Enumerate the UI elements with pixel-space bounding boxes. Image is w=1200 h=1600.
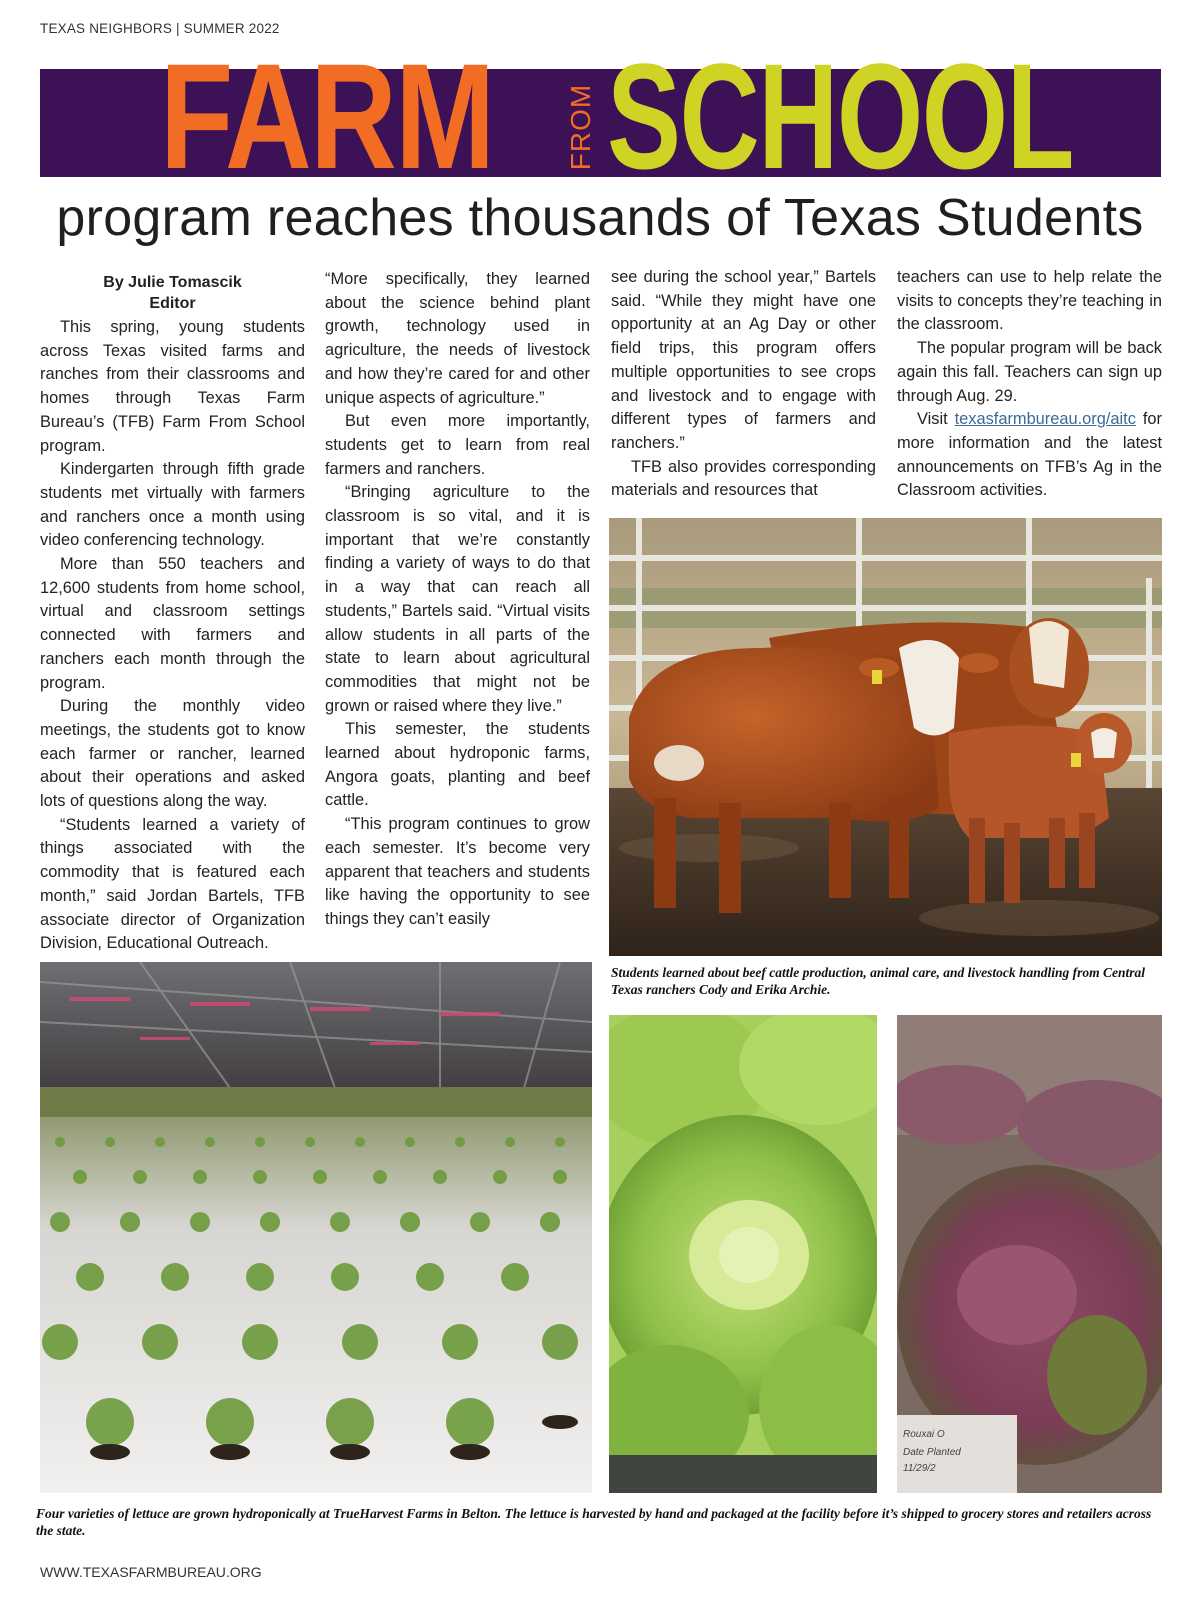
masthead: TEXAS NEIGHBORS | SUMMER 2022 (40, 21, 280, 36)
paragraph: “This program continues to grow each semester. It’s become very apparent that teachers and students like having the opportunity to see things they can’t easily (325, 815, 590, 928)
cattle-photo (609, 518, 1162, 956)
cattle-caption: Students learned about beef cattle production, animal care, and livestock handling from Central Texas ranchers Cody and Erika Archie. (611, 965, 1146, 997)
paragraph: “Students learned a variety of things associated with the commodity that is featured each month,” said Jordan Bartels, TFB associate director of Organization Division, Educational Outreach. (40, 815, 305, 953)
paragraph: The popular program will be back again this fall. Teachers can sign up through Aug. 29. (897, 339, 1162, 405)
article-column-3 (611, 266, 876, 503)
paragraph: This semester, the students learned about hydroponic farms, Angora goats, planting and beef cattle. (325, 720, 590, 810)
plant-tag-line1: Rouxai O (903, 1429, 945, 1440)
plant-tag-line3: 11/29/2 (903, 1463, 936, 1474)
title-from-text: FROM (565, 83, 596, 171)
paragraph: “Bringing agriculture to the classroom is so vital, and it is important that we’re constantly finding a variety of ways to do that in a way that can reach all students,” Bartels said. “Virtual visits allow students in all parts of the state to learn about agricultural commodities that might not be grown or raised where they live.” (325, 483, 590, 715)
byline (40, 272, 305, 314)
paragraph: More than 550 teachers and 12,600 students from home school, virtual and classroom settings connected with farmers and ranchers each month through the program. (40, 555, 305, 692)
paragraph: see during the school year,” Bartels said. “While they might have one opportunity at an Ag Day or other field trips, this program offers multiple opportunities to see crops and livestock and to engage with different types of farmers and ranchers.” (611, 268, 876, 452)
visit-text: Visit (917, 410, 955, 429)
paragraph: This spring, young students across Texas visited farms and ranches from their classrooms and homes through Texas Farm Bureau’s (TFB) Farm From School program. (40, 318, 305, 455)
aitc-link[interactable]: texasfarmbureau.org/aitc (954, 410, 1136, 429)
title-school: SCHOOL (607, 32, 1073, 200)
butter-lettuce-photo (609, 1015, 877, 1493)
title-from (566, 82, 596, 172)
paragraph: Kindergarten through fifth grade students met virtually with farmers and ranchers once a month using video conferencing technology. (40, 460, 305, 550)
paragraph: During the monthly video meetings, the students got to know each farmer or rancher, learned about their operations and asked lots of questions along the way. (40, 697, 305, 811)
lettuce-caption: Four varieties of lettuce are grown hydroponically at TrueHarvest Farms in Belton. The lettuce is harvested by hand and packaged at the facility before it’s shipped to grocery stores and retailers across the state. (36, 1506, 1152, 1538)
paragraph: teachers can use to help relate the visits to concepts they’re teaching in the classroom. (897, 268, 1162, 334)
byline-role: Editor (149, 295, 196, 312)
visit-text-post: for more information and the latest announcements on TFB’s Ag in the Classroom activities. (897, 410, 1162, 500)
footer-url[interactable]: WWW.TEXASFARMBUREAU.ORG (40, 1564, 262, 1580)
paragraph (897, 408, 1162, 503)
paragraph: TFB also provides corresponding materials and resources that (611, 457, 876, 500)
plant-tag-line2: Date Planted (903, 1447, 961, 1458)
greenhouse-photo (40, 962, 592, 1493)
byline-author: By Julie Tomascik (103, 274, 242, 291)
article-column-2 (325, 268, 590, 932)
article-column-4 (897, 266, 1162, 503)
article-column-1 (40, 272, 305, 956)
paragraph: “More specifically, they learned about the science behind plant growth, technology used in agriculture, the needs of livestock and how they’re cared for and other unique aspects of agriculture.” (325, 270, 590, 407)
paragraph: But even more importantly, students get to learn from real farmers and ranchers. (325, 412, 590, 478)
title-farm: FARM (160, 32, 494, 200)
subtitle: program reaches thousands of Texas Students (56, 189, 1144, 247)
red-lettuce-photo (897, 1015, 1162, 1493)
